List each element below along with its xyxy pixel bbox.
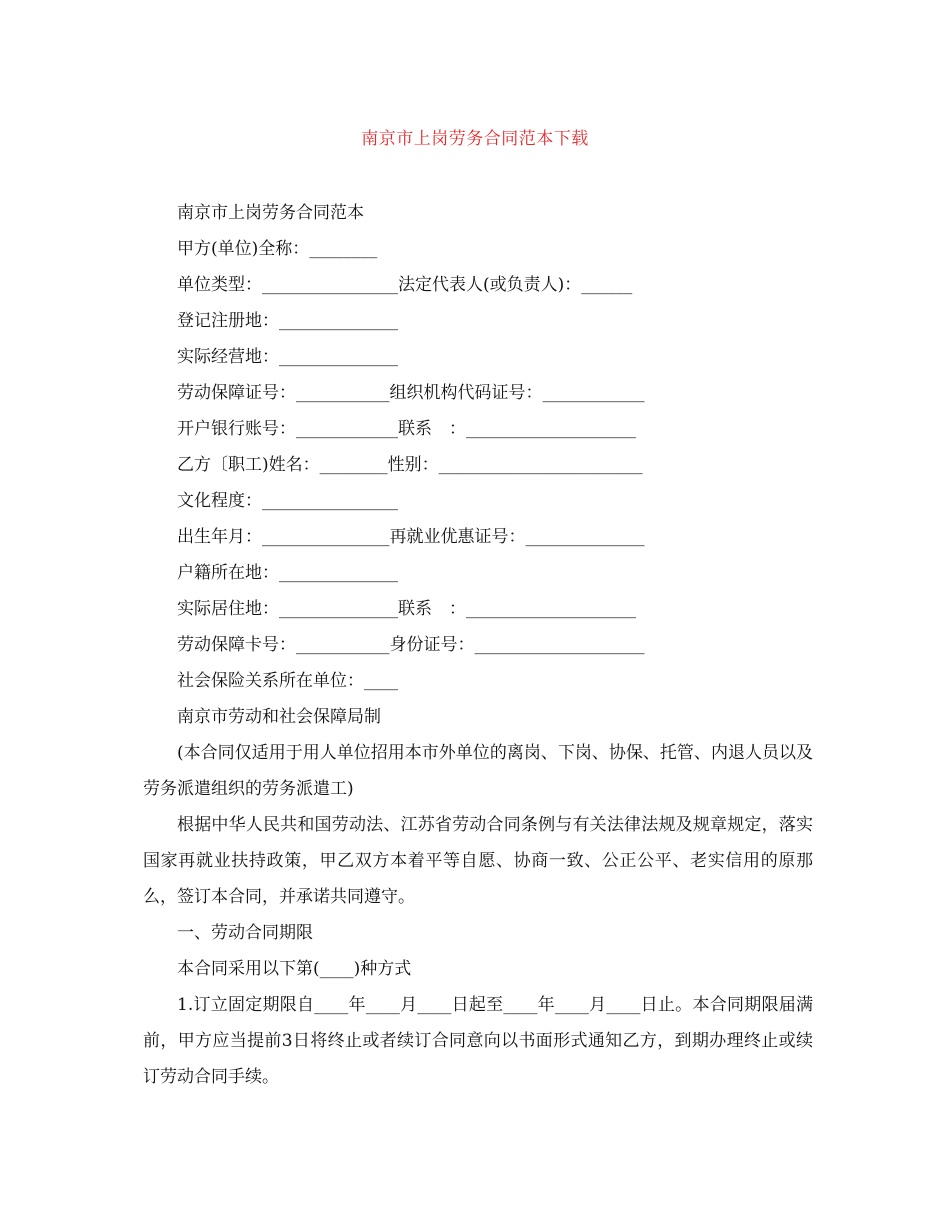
applicability-note: (本合同仅适用于用人单位招用本市外单位的离岗、下岗、协保、托管、内退人员以及劳务派遣组织的劳务派遣工) xyxy=(143,743,813,799)
unit-type-field: 单位类型：________________法定代表人(或负责人)：______ xyxy=(177,275,633,295)
legal-basis-paragraph: 根据中华人民共和国劳动法、江苏省劳动合同条例与有关法律法规及规章规定，落实国家再就业扶持政策，甲乙双方本着平等自愿、协商一致、公正公平、老实信用的原那么，签订本合同，并承诺共同遵守。 xyxy=(143,815,813,907)
labor-security-number-field: 劳动保障证号：___________组织机构代码证号：____________ xyxy=(177,383,645,403)
contract-body xyxy=(143,735,813,1095)
contract-form-fields xyxy=(177,195,817,735)
bank-account-field: 开户银行账号：____________联系 ：____________________ xyxy=(177,419,636,439)
fixed-term-clause: 1.订立固定期限自____年____月____日起至____年____月____日止。本合同期限届满前，甲方应当提前3日将终止或者续订合同意向以书面形式通知乙方，到期办理终止或续订劳动合同手续。 xyxy=(143,995,813,1087)
party-a-name-field: 甲方(单位)全称：________ xyxy=(177,239,378,259)
contract-method-line: 本合同采用以下第(____)种方式 xyxy=(177,959,412,979)
residence-address-field: 实际居住地：______________联系 ：____________________ xyxy=(177,599,636,619)
party-b-name-field: 乙方〔职工)姓名：________性别：________________________ xyxy=(177,455,643,475)
registration-address-field: 登记注册地：______________ xyxy=(177,311,398,331)
household-address-field: 户籍所在地：______________ xyxy=(177,563,398,583)
birth-date-field: 出生年月：_______________再就业优惠证号：______________ xyxy=(177,527,645,547)
form-heading: 南京市上岗劳务合同范本 xyxy=(177,203,364,223)
education-field: 文化程度：________________ xyxy=(177,491,398,511)
issuer-line: 南京市劳动和社会保障局制 xyxy=(177,707,381,727)
document-title: 南京市上岗劳务合同范本下载 xyxy=(361,129,589,149)
section-heading-contract-term: 一、劳动合同期限 xyxy=(177,923,313,943)
business-address-field: 实际经营地：______________ xyxy=(177,347,398,367)
social-insurance-unit-field: 社会保险关系所在单位：____ xyxy=(177,671,398,691)
security-card-field: 劳动保障卡号：___________身份证号：____________________ xyxy=(177,635,645,655)
